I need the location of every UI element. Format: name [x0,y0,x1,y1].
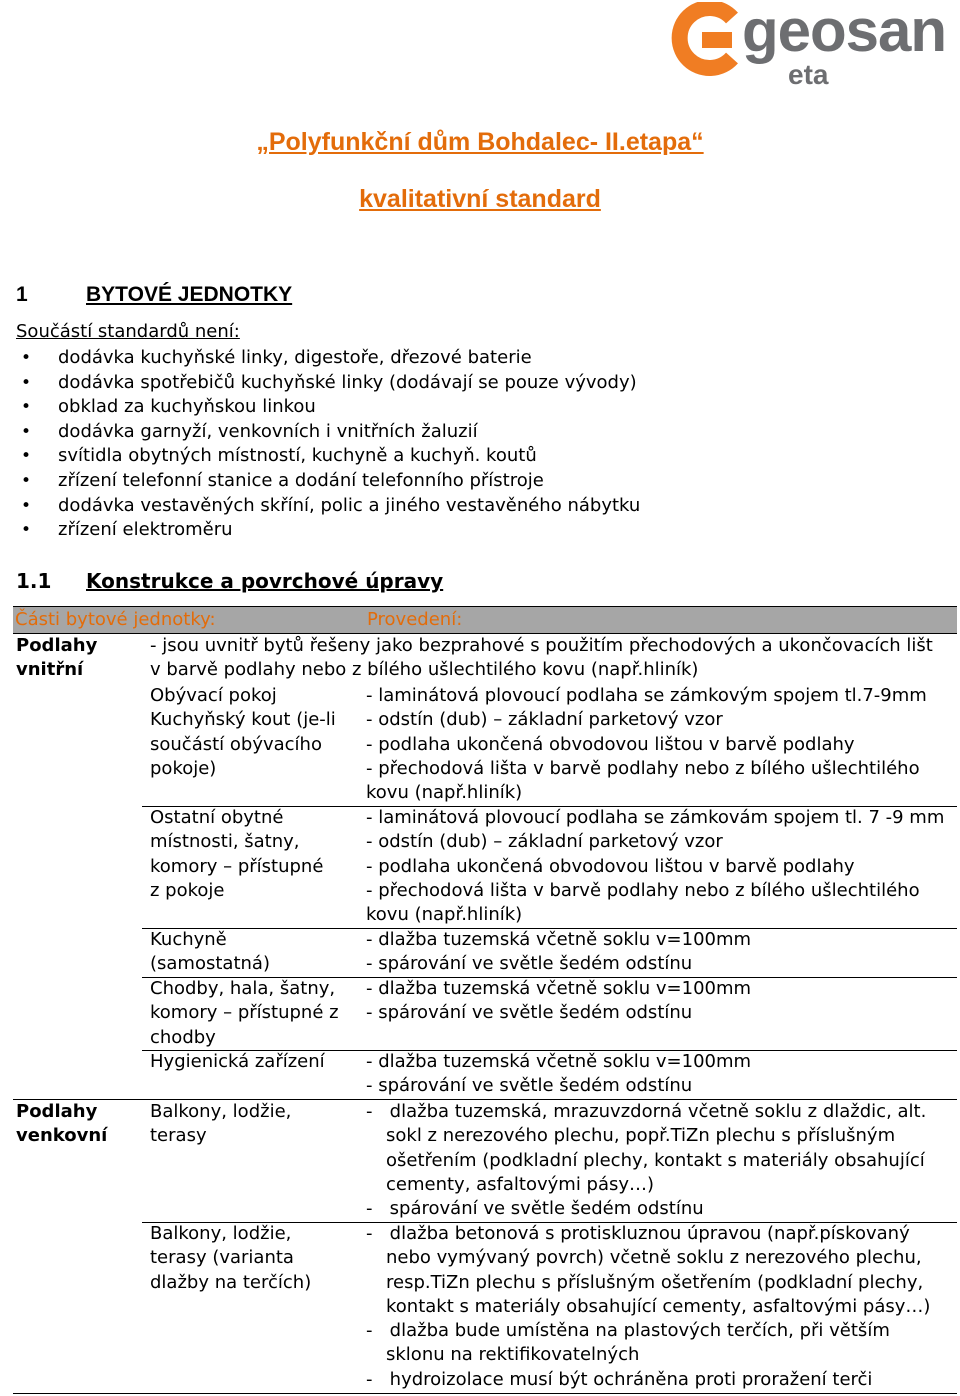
spec-line: - laminátová plovoucí podlaha se zámkovým spojem tl.7-9mm [366,685,927,706]
spec-line: - spárování ve světle šedém odstínu [366,1002,693,1024]
spec-item: - hydroizolace musí být ochráněna proti proražení terči [366,1368,873,1390]
label-line: Podlahy [16,1101,98,1122]
list-item: • dodávka spotřebičů kuchyňské linky (dodávají se pouze vývody) [0,371,640,396]
spec-hygiene [366,1050,751,1099]
spec-line: - spárování ve světle šedém odstínu [366,1075,693,1097]
document-title: „Polyfunkční dům Bohdalec- II.etapa“ [256,128,704,156]
spec-item: - dlažba bude umístěna na plastových terčích, při větším sklonu na rektifikovatelných [366,1320,890,1366]
general-line: v barvě podlahy nebo z bílého ušlechtilého kovu (např.hliník) [150,659,699,681]
general-line: - jsou uvnitř bytů řešeny jako bezprahové s použitím přechodových a ukončovacích lišt [150,635,933,656]
section-number: 1.1 [16,569,52,593]
spec-hallways [366,977,751,1026]
spec-line: - podlaha ukončená obvodovou lištou v barvě podlahy [366,855,855,877]
geosan-logo [662,2,954,94]
spec-other [366,806,944,927]
spec-line: - přechodová lišta v barvě podlahy nebo z bílého ušlechtilého [366,879,920,901]
logo-wordmark: geosan [742,0,947,64]
header-parts: Části bytové jednotky: [15,609,216,630]
list-item: • zřízení elektroměru [0,518,640,543]
spec-balcony [366,1100,954,1221]
room-line: komory – přístupné [150,855,324,877]
room-line: komory – přístupné z [150,1002,339,1024]
section-title: Konstrukce a povrchové úpravy [86,569,444,593]
spec-item: - dlažba betonová s protiskluznou úpravou (např.pískovaný nebo vymývaný povrch) včetně soklu z nerezového plechu, resp.TiZn plechu s příslušným ošetřením (podkladní plechy, kontakt s materiály obsahující cementy, asfaltovými pásy…) [366,1223,931,1317]
label-line: vnitřní [16,659,84,681]
geosan-mark-icon [662,2,742,82]
room-line: terasy [150,1125,207,1147]
spec-item-text: dlažba betonová s protiskluznou úpravou (např.pískovaný nebo vymývaný povrch) včetně soklu z nerezového plechu, resp.TiZn plechu s příslušným ošetřením (podkladní plechy, kontakt s materiály obsahující cementy, asfaltovými pásy…) [386,1223,931,1317]
spec-balcony-pedestals [366,1222,954,1392]
spec-item-text: spárování ve světle šedém odstínu [389,1198,704,1220]
spec-line: - odstín (dub) – základní parketový vzor [366,709,723,731]
spec-line: - dlažba tuzemská včetně soklu v=100mm [366,1051,752,1072]
list-item: • obklad za kuchyňskou linkou [0,395,640,420]
room-line: místnosti, šatny, [150,831,300,853]
room-line: Balkony, lodžie, [150,1223,292,1244]
spec-item-text: hydroizolace musí být ochráněna proti proražení terči [389,1368,873,1390]
room-line: Chodby, hala, šatny, [150,978,336,999]
spec-line: - přechodová lišta v barvě podlahy nebo z bílého ušlechtilého [366,757,920,779]
room-line: chodby [150,1026,216,1048]
list-item: • zřízení telefonní stanice a dodání telefonního přístroje [0,469,640,494]
section-number: 1 [16,283,28,306]
list-item: • dodávka garnyží, venkovních i vnitřních žaluzií [0,420,640,445]
exclusions-list [0,346,640,543]
room-other [150,806,323,903]
room-line: (samostatná) [150,953,270,975]
spec-line: - laminátová plovoucí podlaha se zámkovám spojem tl. 7 -9 mm [366,807,945,828]
spec-living [366,684,927,805]
header-execution: Provedení: [367,609,463,630]
spec-line: - spárování ve světle šedém odstínu [366,953,693,975]
section-title: BYTOVÉ JEDNOTKY [86,283,293,306]
room-kitchen [150,928,270,977]
spec-item: - dlažba tuzemská, mrazuvzdorná včetně soklu z dlaždic, alt. sokl z nerezového plechu, popř.TiZn plechu s příslušným ošetřením (podkladní plechy, kontakt s materiály obsahující cementy, asfaltovými pásy…) [366,1101,927,1195]
spec-item-text: dlažba bude umístěna na plastových terčích, při větším sklonu na rektifikovatelných [386,1320,890,1366]
list-item: • svítidla obytných místností, kuchyně a kuchyň. koutů [0,444,640,469]
spec-line: - dlažba tuzemská včetně soklu v=100mm [366,978,752,999]
label-line: Podlahy [16,635,98,656]
room-line: terasy (varianta [150,1247,294,1269]
room-balcony [150,1100,291,1149]
section-heading-1 [16,283,292,307]
logo-subword: eta [788,59,829,90]
spec-line: kovu (např.hliník) [366,782,523,804]
room-line: Hygienická zařízení [150,1051,325,1072]
floors-inner-label [16,634,97,683]
room-line: Kuchyně [150,929,227,950]
spec-line: kovu (např.hliník) [366,904,523,926]
room-line: z pokoje [150,879,225,901]
spec-kitchen [366,928,751,977]
spec-line: - podlaha ukončená obvodovou lištou v barvě podlahy [366,733,855,755]
list-item: • dodávka kuchyňské linky, digestoře, dřezové baterie [0,346,640,371]
list-item: • dodávka vestavěných skříní, polic a jiného vestavěného nábytku [0,494,640,519]
spec-line: - odstín (dub) – základní parketový vzor [366,831,723,853]
floors-outer-label [16,1100,107,1149]
table-header [13,606,957,634]
room-line: dlažby na terčích) [150,1271,312,1293]
room-living [150,684,336,781]
room-line: pokoje) [150,757,217,779]
table-bottom-border [13,1393,957,1394]
floors-inner-general [150,634,933,683]
exclusions-intro: Součástí standardů není: [16,321,240,342]
room-line: součástí obývacího [150,733,322,755]
room-line: Kuchyňský kout (je-li [150,709,336,731]
room-balcony-pedestals [150,1222,311,1295]
room-hallways [150,977,339,1050]
room-line: Balkony, lodžie, [150,1101,292,1122]
label-line: venkovní [16,1125,108,1147]
section-heading-1-1 [16,569,443,593]
spec-line: - dlažba tuzemská včetně soklu v=100mm [366,929,752,950]
document-subtitle: kvalitativní standard [359,185,601,213]
spec-item: - spárování ve světle šedém odstínu [366,1198,704,1220]
room-line: Ostatní obytné [150,807,284,828]
spec-item-text: dlažba tuzemská, mrazuvzdorná včetně soklu z dlaždic, alt. sokl z nerezového plechu, popř.TiZn plechu s příslušným ošetřením (podkladní plechy, kontakt s materiály obsahující cementy, asfaltovými pásy…) [386,1101,927,1195]
room-hygiene [150,1050,325,1074]
room-line: Obývací pokoj [150,685,277,706]
